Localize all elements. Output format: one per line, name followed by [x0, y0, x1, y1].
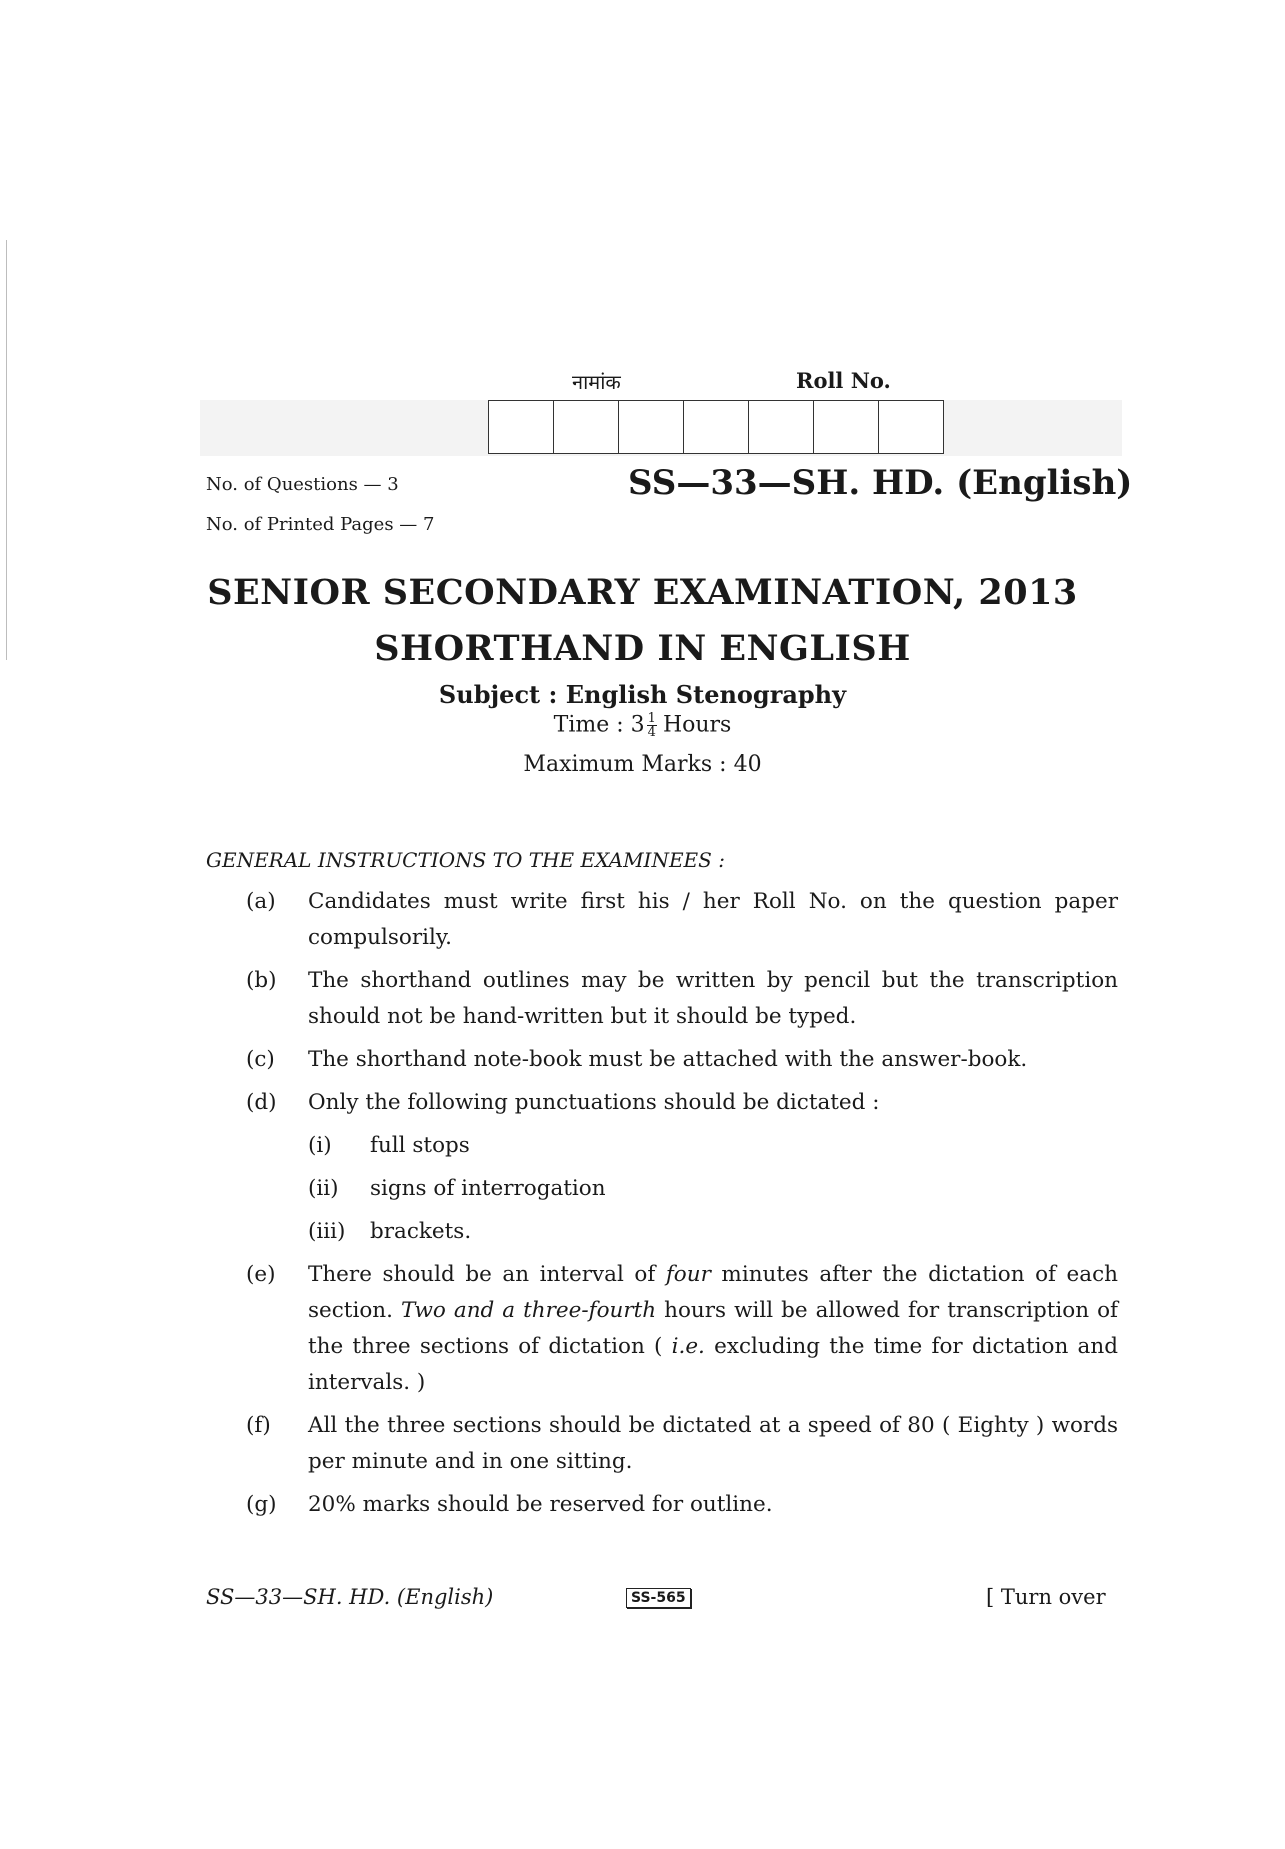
roll-number-box[interactable]: [489, 401, 554, 453]
roll-number-box[interactable]: [619, 401, 684, 453]
turn-over-label: [ Turn over: [986, 1585, 1106, 1609]
sub-instruction: [206, 1128, 1118, 1164]
instruction-letter: (a): [246, 889, 276, 914]
instruction-letter: (g): [246, 1492, 277, 1517]
instruction-letter: (d): [246, 1090, 277, 1115]
roll-number-box[interactable]: [554, 401, 619, 453]
instruction-text: 20% marks should be reserved for outline.: [308, 1492, 773, 1517]
instruction-letter: (b): [246, 968, 277, 993]
instruction-e: [206, 1257, 1118, 1401]
instruction-text: Candidates must write first his / her Roll No. on the question paper compulsorily.: [308, 889, 1118, 950]
instruction-text: Only the following punctuations should be dictated :: [308, 1090, 880, 1115]
instruction-b: [206, 963, 1118, 1035]
roll-label-english: Roll No.: [796, 368, 891, 393]
subject-line: Subject : English Stenography: [438, 680, 847, 709]
instruction-letter: (c): [246, 1047, 275, 1072]
text-run: minutes after the dictation of each section.: [308, 1262, 1118, 1323]
emphasis-four: four: [665, 1262, 711, 1287]
instruction-text: The shorthand outlines may be written by pencil but the transcription should not be hand-written but it should be typed.: [308, 968, 1118, 1029]
roll-label-hindi: नामांक: [572, 370, 621, 394]
instruction-text: All the three sections should be dictated at a speed of 80 ( Eighty ) words per minute and in one sitting.: [308, 1413, 1118, 1474]
num-questions: No. of Questions — 3: [206, 474, 399, 495]
num-printed-pages: No. of Printed Pages — 7: [206, 514, 435, 535]
exam-subtitle: SHORTHAND IN ENGLISH: [374, 628, 911, 669]
time-line: [0, 712, 1285, 739]
instruction-c: [206, 1042, 1118, 1078]
instructions-list: [206, 884, 1118, 1530]
sub-instruction-number: (iii): [308, 1219, 346, 1244]
roll-number-box[interactable]: [684, 401, 749, 453]
time-prefix: Time : 3: [553, 712, 645, 738]
text-run: excluding the time for dictation and intervals. ): [308, 1334, 1118, 1395]
sub-instruction-number: (ii): [308, 1176, 339, 1201]
roll-number-box[interactable]: [749, 401, 814, 453]
instruction-letter: (f): [246, 1413, 271, 1438]
exam-title: SENIOR SECONDARY EXAMINATION, 2013: [207, 572, 1078, 613]
sub-instruction-number: (i): [308, 1133, 332, 1158]
footer-paper-code: SS—33—SH. HD. (English): [206, 1585, 494, 1609]
sub-instruction: [206, 1214, 1118, 1250]
roll-number-box[interactable]: [814, 401, 879, 453]
roll-number-boxes: [488, 400, 944, 454]
paper-code: SS—33—SH. HD. (English): [628, 463, 1133, 503]
instruction-a: [206, 884, 1118, 956]
maximum-marks: Maximum Marks : 40: [523, 752, 762, 777]
sub-instruction: [206, 1171, 1118, 1207]
fraction-numerator: 1: [647, 711, 656, 726]
instruction-f: [206, 1408, 1118, 1480]
fraction-denominator: 4: [647, 725, 656, 740]
text-run: hours will be allowed for transcription of the three sections of dictation (: [308, 1298, 1118, 1359]
sub-instruction-text: brackets.: [370, 1219, 472, 1244]
instructions-heading: GENERAL INSTRUCTIONS TO THE EXAMINEES :: [206, 848, 725, 872]
time-fraction: [647, 712, 657, 739]
sub-instruction-text: full stops: [370, 1133, 470, 1158]
instruction-g: [206, 1487, 1118, 1523]
roll-number-box[interactable]: [879, 401, 943, 453]
footer-badge: SS-565: [626, 1588, 691, 1608]
instruction-text: The shorthand note-book must be attached with the answer-book.: [308, 1047, 1028, 1072]
instruction-d: [206, 1085, 1118, 1121]
time-suffix: Hours: [662, 712, 732, 738]
sub-instruction-text: signs of interrogation: [370, 1176, 606, 1201]
text-run: There should be an interval of: [308, 1262, 666, 1287]
emphasis-duration: Two and a three-fourth: [400, 1298, 657, 1323]
instruction-letter: (e): [246, 1262, 276, 1287]
instruction-text: [308, 1257, 1118, 1401]
emphasis-ie: i.e.: [671, 1334, 705, 1359]
